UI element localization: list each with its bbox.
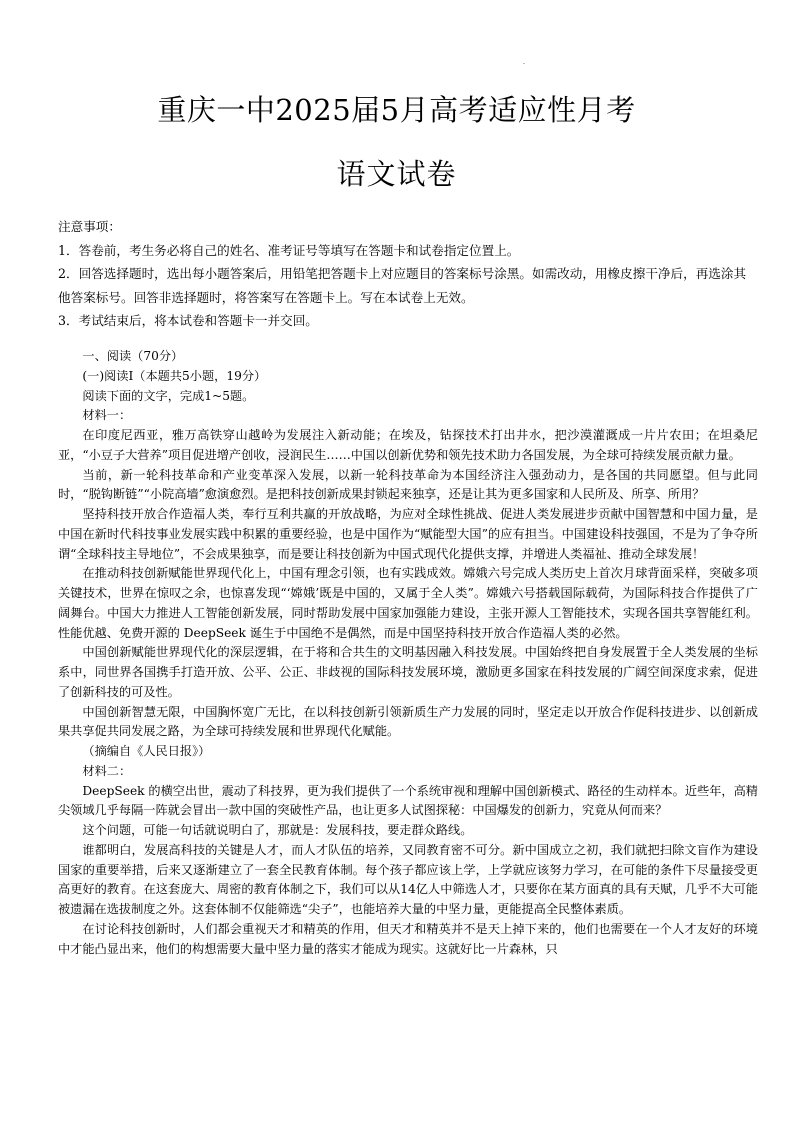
material-two-label: 材料二：	[82, 763, 132, 778]
notice-item-3: 3．考试结束后，将本试卷和答题卡一并交回。	[58, 313, 318, 328]
section-part-heading: 一、阅读（70分）	[82, 349, 184, 363]
section-sub-heading: (一)阅读Ⅰ（本题共5小题，19分）	[82, 368, 267, 383]
notice-item-2: 2．回答选择题时，选出每小题答案后，用铅笔把答题卡上对应题目的答案标号涂黑。如需改动，用橡皮擦干净后，再选涂其他答案标号。回答非选择题时，将答案写在答题卡上。写在本试卷上无效。	[58, 266, 747, 305]
page-mark: ·	[523, 61, 525, 68]
material-two-paragraph: 在讨论科技创新时，人们都会重视天才和精英的作用，但天才和精英并不是天上掉下来的，他们也需要在一个人才友好的环境中才能凸显出来，他们的构想需要大量中坚力量的落实才能成为现实。这就好比一片森林，只	[58, 921, 758, 956]
material-two-paragraph: 谁都明白，发展高科技的关键是人才，而人才队伍的培养，又同教育密不可分。新中国成立之初，我们就把扫除文盲作为建设国家的重要举措，后来又逐渐建立了一套全民教育体制。每个孩子都应该上学，上学就应该努力学习，在可能的条件下尽量接受更高更好的教育。在这套庞大、周密的教育体制之下，我们可以从14亿人中筛选人才，只要你在某方面真的具有天赋，几乎不大可能被遗漏在选拔制度之外。这套体制不仅能筛选“尖子”，也能培养大量的中坚力量，更能提高全民整体素质。	[58, 842, 758, 916]
material-one-label: 材料一：	[82, 408, 132, 423]
material-one-paragraph: 中国创新赋能世界现代化的深层逻辑，在于将和合共生的文明基因融入科技发展。中国始终把自身发展置于全人类发展的坐标系中，同世界各国携手打造开放、公平、公正、非歧视的国际科技发展环境，激励更多国家在科技发展的广阔空间深度求索，促进了创新科技的可及性。	[58, 645, 758, 699]
notice-heading: 注意事项：	[58, 219, 121, 234]
material-two-paragraph: DeepSeek 的横空出世，震动了科技界，更为我们提供了一个系统审视和理解中国创新模式、路径的生动样本。近些年，高精尖领域几乎每隔一阵就会冒出一款中国的突破性产品，也让更多人试图探秘：中国爆发的创新力，究竟从何而来？	[58, 783, 758, 818]
material-one-paragraph: 坚持科技开放合作造福人类，奉行互利共赢的开放战略，为应对全球性挑战、促进人类发展进步贡献中国智慧和中国力量，是中国在新时代科技事业发展实践中积累的重要经验，也是中国作为“赋能型大国”的应有担当。中国建设科技强国，不是为了争夺所谓“全球科技主导地位”，不会成果独享，而是要让科技创新为中国式现代化提供支撑，并增进人类福祉、推动全球发展！	[58, 507, 758, 561]
exam-subtitle: 语文试卷	[336, 157, 457, 191]
material-two-paragraph: 这个问题，可能一句话就说明白了，那就是：发展科技，要走群众路线。	[82, 823, 473, 837]
material-one-paragraph: 中国创新智慧无限，中国胸怀宽广无比，在以科技创新引领新质生产力发展的同时，坚定走以开放合作促科技进步、以创新成果共享促共同发展之路，为全球可持续发展和世界现代化赋能。	[58, 704, 758, 739]
material-one-paragraph: 当前，新一轮科技革命和产业变革深入发展，以新一轮科技革命为本国经济注入强劲动力，是各国的共同愿望。但与此同时，“脱钩断链”“小院高墙”愈演愈烈。是把科技创新成果封锁起来独享，还是让其为更多国家和人民所及、所享、所用？	[58, 467, 758, 502]
notice-section	[58, 215, 758, 333]
material-one-paragraph: 在印度尼西亚，雅万高铁穿山越岭为发展注入新动能；在埃及，钻探技术打出井水，把沙漠灌溉成一片片农田；在坦桑尼亚，“小豆子大营养”项目促进增产创收，浸润民生……中国以创新优势和领先技术助力各国发展，为全球可持续发展贡献力量。	[58, 428, 758, 462]
section-instruction: 阅读下面的文字，完成1~5题。	[82, 388, 255, 403]
material-one-paragraph: 在推动科技创新赋能世界现代化上，中国有理念引领，也有实践成效。嫦娥六号完成人类历史上首次月球背面采样，突破多项关键技术，世界在惊叹之余，也惊喜发现“‘嫦娥’既是中国的，又属于全人类”。嫦娥六号搭载国际载荷，为国际科技合作提供了广阔舞台。中国大力推进人工智能创新发展，同时帮助发展中国家加强能力建设，主张开源人工智能技术，实现各国共享智能红利。性能优越、免费开源的 DeepSeek 诞生于中国绝不是偶然，而是中国坚持科技开放合作造福人类的必然。	[58, 566, 758, 640]
reading-section	[58, 347, 758, 959]
material-one-source: （摘编自《人民日报》）	[82, 744, 211, 758]
notice-item-1: 1．答卷前，考生务必将自己的姓名、准考证号等填写在答题卡和试卷指定位置上。	[58, 242, 520, 258]
exam-title: 重庆一中2025届5月高考适应性月考	[157, 93, 636, 127]
